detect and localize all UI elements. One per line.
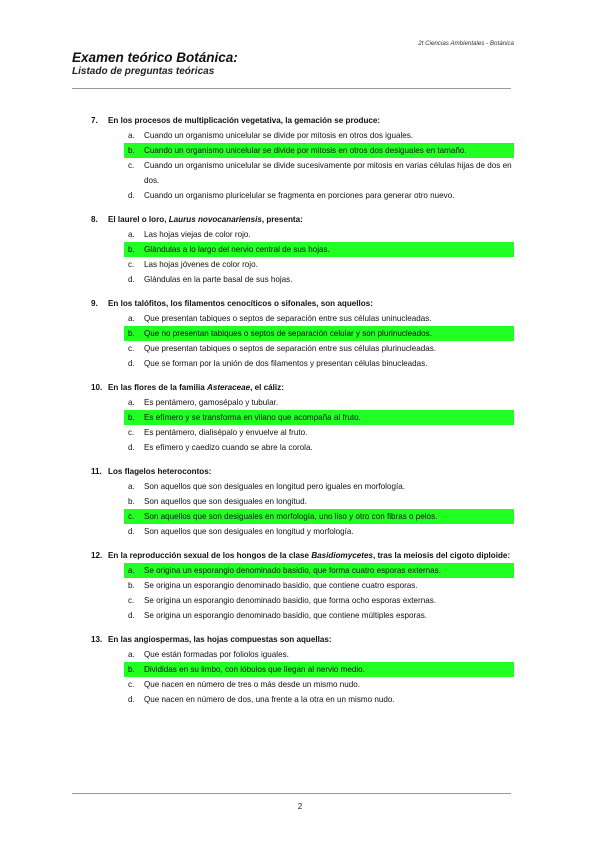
answer-option <box>0 608 600 623</box>
question-item <box>0 632 600 707</box>
option-letter: d. <box>128 611 135 620</box>
answer-option <box>0 311 600 326</box>
option-text: Cuando un organismo unicelular se divide por mitosis en otros dos desiguales en tamaño. <box>144 146 467 155</box>
option-letter: c. <box>128 344 135 353</box>
question-item <box>0 464 600 539</box>
answer-option-highlighted <box>0 242 600 257</box>
question-number: 8. <box>91 215 98 224</box>
answer-option <box>0 227 600 242</box>
option-letter: d. <box>128 527 135 536</box>
option-text: Es efímero y se transforma en vilano que acompaña al fruto. <box>144 413 361 422</box>
answer-option <box>0 677 600 692</box>
answer-option-highlighted <box>0 509 600 524</box>
document-subtitle: Listado de preguntas teóricas <box>72 66 215 77</box>
option-letter: c. <box>128 428 135 437</box>
option-letter: c. <box>128 260 135 269</box>
option-text: Es efímero y caedizo cuando se abre la corola. <box>144 443 313 452</box>
question-item <box>0 113 600 203</box>
answer-option <box>0 593 600 608</box>
option-letter: a. <box>128 650 135 659</box>
answer-option <box>0 425 600 440</box>
question-text: En los procesos de multiplicación vegetativa, la gemación se produce: <box>108 116 381 125</box>
question-text <box>108 383 284 392</box>
option-text: Es pentámero, gamosépalo y tubular. <box>144 398 279 407</box>
answer-option <box>0 341 600 356</box>
answer-option-highlighted <box>0 326 600 341</box>
option-text: Las hojas jóvenes de color rojo. <box>144 260 258 269</box>
option-letter: d. <box>128 443 135 452</box>
answer-option <box>0 128 600 143</box>
question-text <box>108 551 510 560</box>
answer-option <box>0 479 600 494</box>
question-text-start: En las flores de la familia <box>108 383 207 392</box>
option-letter: c. <box>128 512 135 521</box>
answer-option-highlighted <box>0 563 600 578</box>
answer-option <box>0 494 600 509</box>
option-letter: b. <box>128 581 135 590</box>
question-list <box>0 113 600 716</box>
question-stem <box>0 632 600 647</box>
option-letter: a. <box>128 230 135 239</box>
option-letter: a. <box>128 398 135 407</box>
question-stem <box>0 296 600 311</box>
question-item <box>0 212 600 287</box>
option-text: Son aquellos que son desiguales en longitud y morfología. <box>144 527 354 536</box>
question-text <box>108 215 303 224</box>
option-letter: b. <box>128 497 135 506</box>
question-stem <box>0 548 600 563</box>
option-letter: d. <box>128 695 135 704</box>
answer-option <box>0 188 600 203</box>
running-head: 2t Ciencias Ambientales - Botánica <box>418 40 514 47</box>
question-stem <box>0 380 600 395</box>
scientific-name: Basidiomycetes <box>311 551 373 560</box>
option-text: Que nacen en número de dos, una frente a la otra en un mismo nudo. <box>144 695 395 704</box>
option-text: Cuando un organismo pluricelular se fragmenta en porciones para generar otro nuevo. <box>144 191 455 200</box>
option-letter: b. <box>128 329 135 338</box>
option-letter: d. <box>128 191 135 200</box>
answer-option <box>0 257 600 272</box>
option-text: Se origina un esporangio denominado basidio, que contiene múltiples esporas. <box>144 611 428 620</box>
option-text: Que nacen en número de tres o más desde un mismo nudo. <box>144 680 360 689</box>
scientific-name: Laurus novocanariensis <box>168 215 262 224</box>
question-text: En las angiospermas, las hojas compuestas son aquellas: <box>108 635 332 644</box>
question-text-start: En la reproducción sexual de los hongos de la clase <box>108 551 312 560</box>
option-text: Que presentan tabiques o septos de separación entre sus células plurinucleadas. <box>144 344 437 353</box>
answer-option <box>0 524 600 539</box>
document-title: Examen teórico Botánica: <box>72 50 238 65</box>
option-text: Se origina un esporangio denominado basidio, que contiene cuatro esporas. <box>144 581 418 590</box>
answer-option <box>0 158 600 188</box>
option-letter: c. <box>128 161 135 170</box>
option-letter: c. <box>128 680 135 689</box>
question-text: Los flagelos heterocontos: <box>108 467 212 476</box>
option-letter: a. <box>128 482 135 491</box>
question-text-start: El laurel o loro, <box>108 215 169 224</box>
answer-option-highlighted <box>0 662 600 677</box>
question-number: 12. <box>91 551 103 560</box>
option-text: Se origina un esporangio denominado basidio, que forma cuatro esporas externas. <box>144 566 441 575</box>
question-stem <box>0 212 600 227</box>
option-text: Que no presentan tabiques o septos de separación celular y son plurinucleados. <box>144 329 432 338</box>
answer-option-highlighted <box>0 410 600 425</box>
option-letter: b. <box>128 245 135 254</box>
question-text-end: , presenta: <box>261 215 303 224</box>
question-number: 11. <box>91 467 102 476</box>
answer-option <box>0 356 600 371</box>
question-number: 9. <box>91 299 98 308</box>
page-number: 2 <box>297 802 303 811</box>
option-text: Que presentan tabiques o septos de separación entre sus células uninucleadas. <box>144 314 432 323</box>
option-text: Son aquellos que son desiguales en longitud pero iguales en morfología. <box>144 482 405 491</box>
question-number: 13. <box>91 635 103 644</box>
option-text: Es pentámero, dialisépalo y envuelve al fruto. <box>144 428 308 437</box>
option-text: Cuando un organismo unicelular se divide por mitosis en otros dos iguales. <box>144 131 414 140</box>
question-item <box>0 296 600 371</box>
answer-option <box>0 578 600 593</box>
footer-rule <box>72 793 511 794</box>
header-rule <box>72 88 511 89</box>
question-stem <box>0 113 600 128</box>
option-text: Se origina un esporangio denominado basidio, que forma ocho esporas externas. <box>144 596 437 605</box>
option-letter: d. <box>128 275 135 284</box>
option-text: Son aquellos que son desiguales en morfología, uno liso y otro con fibras o pelos. <box>144 512 438 521</box>
answer-option <box>0 440 600 455</box>
question-item <box>0 548 600 623</box>
answer-option <box>0 692 600 707</box>
option-text: Cuando un organismo unicelular se divide sucesivamente por mitosis en varias células hijas de dos en dos. <box>144 161 512 185</box>
question-number: 7. <box>91 116 98 125</box>
question-text-end: , el cáliz: <box>250 383 284 392</box>
question-item <box>0 380 600 455</box>
option-text: Glándulas en la parte basal de sus hojas. <box>144 275 293 284</box>
scientific-name: Asteraceae <box>206 383 251 392</box>
option-letter: c. <box>128 596 135 605</box>
option-letter: a. <box>128 314 135 323</box>
question-number: 10. <box>91 383 103 392</box>
question-text: En los talófitos, los filamentos cenocíticos o sifonales, son aquellos: <box>108 299 373 308</box>
option-letter: b. <box>128 146 135 155</box>
option-text: Que se forman por la unión de dos filamentos y presentan células binucleadas. <box>144 359 428 368</box>
option-text: Las hojas viejas de color rojo. <box>144 230 251 239</box>
answer-option-highlighted <box>0 143 600 158</box>
option-text: Que están formadas por foliolos iguales. <box>144 650 289 659</box>
option-letter: b. <box>128 413 135 422</box>
answer-option <box>0 395 600 410</box>
option-letter: b. <box>128 665 135 674</box>
option-letter: a. <box>128 566 135 575</box>
question-stem <box>0 464 600 479</box>
answer-option <box>0 272 600 287</box>
option-text: Divididas en su limbo, con lóbulos que llegan al nervio medio. <box>144 665 365 674</box>
option-text: Glándulas a lo largo del nervio central de sus hojas. <box>144 245 330 254</box>
option-letter: d. <box>128 359 135 368</box>
option-text: Son aquellos que son desiguales en longitud. <box>144 497 307 506</box>
answer-option <box>0 647 600 662</box>
option-letter: a. <box>128 131 135 140</box>
question-text-end: , tras la meiosis del cigoto diploide: <box>372 551 511 560</box>
